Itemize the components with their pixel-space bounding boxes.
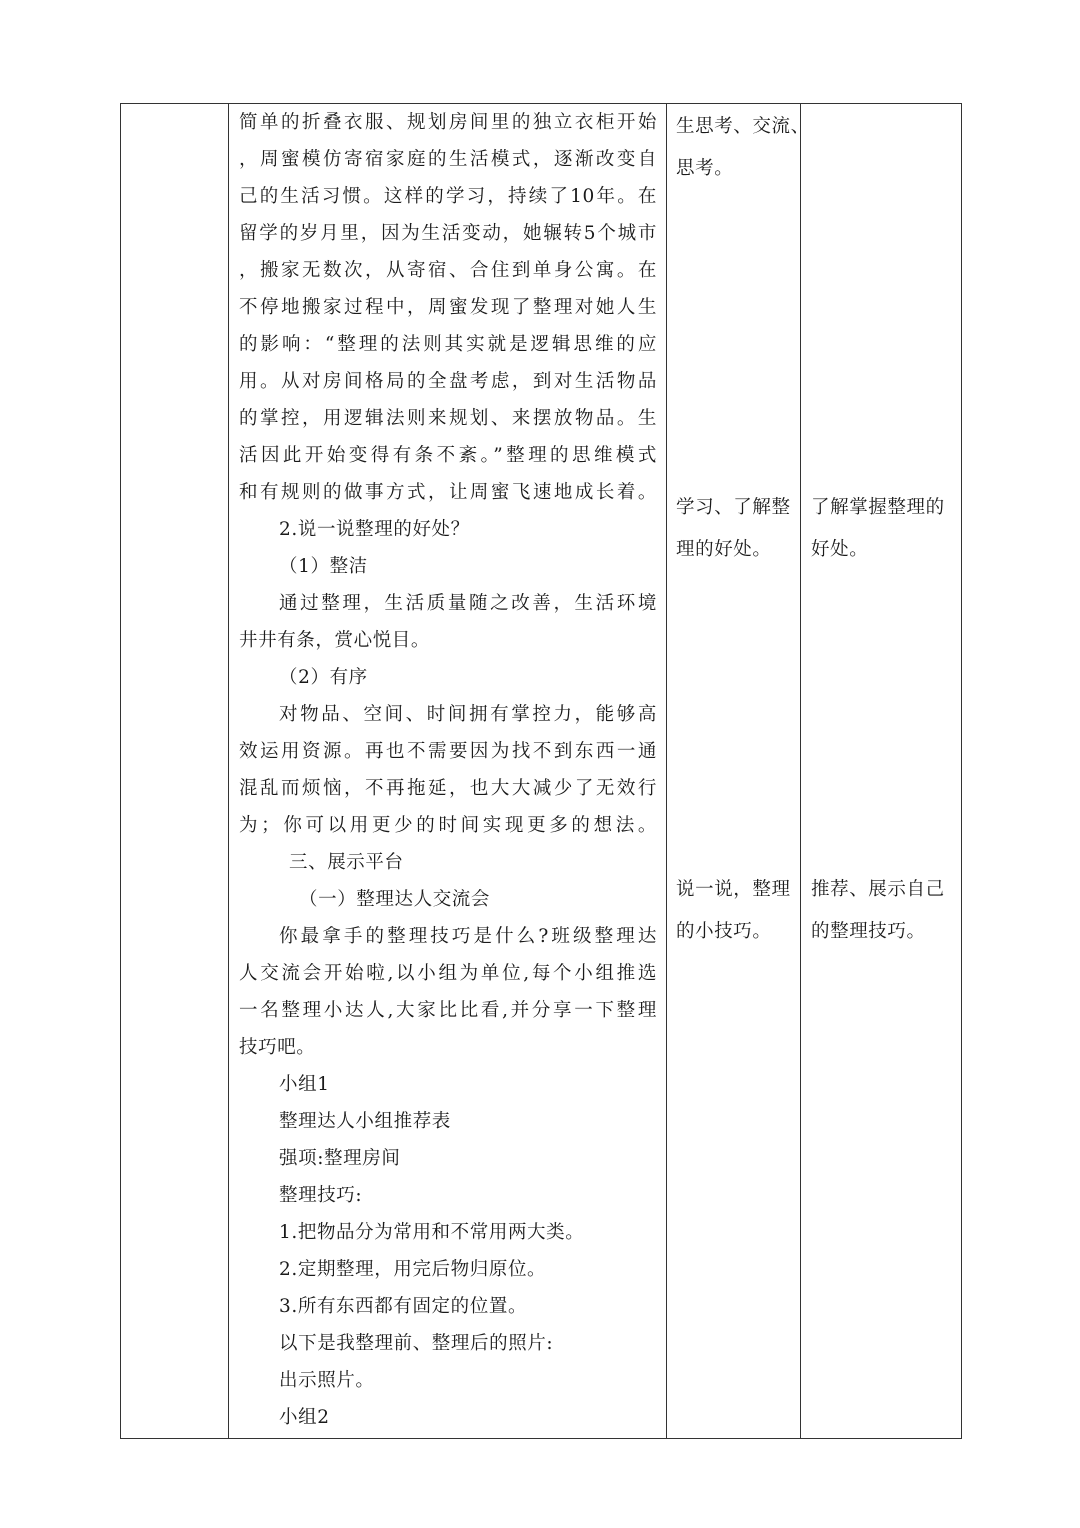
text-line: 混乱而烦恼，不再拖延，也大大减少了无效行 [239, 778, 657, 799]
text-line: 生思考、交流、 [676, 116, 810, 137]
text-line: 人交流会开始啦,以小组为单位,每个小组推选 [239, 963, 657, 984]
text-line: 理的好处。 [676, 539, 772, 560]
text-line: 对物品、空间、时间拥有掌控力，能够高 [279, 704, 657, 725]
question-heading: 2.说一说整理的好处？ [279, 519, 470, 540]
design-intent-block [811, 487, 945, 571]
text-line: 出示照片。 [279, 1370, 375, 1391]
text-line: 整理技巧: [279, 1185, 363, 1206]
text-line: 井井有条，赏心悦目。 [239, 630, 431, 651]
column-divider [666, 104, 667, 1438]
text-line: 推荐、展示自己 [811, 879, 945, 900]
lesson-table [120, 103, 962, 1439]
text-line: 说一说，整理 [676, 879, 791, 900]
text-line: 为；你可以用更少的时间实现更多的想法。 [239, 815, 657, 836]
student-activity-block [676, 106, 810, 190]
text-line: 简单的折叠衣服、规划房间里的独立衣柜开始 [239, 112, 657, 133]
text-line: 的掌控，用逻辑法则来规划、来摆放物品。生 [239, 408, 657, 429]
text-line: 强项:整理房间 [279, 1148, 401, 1169]
text-line: 留学的岁月里，因为生活变动，她辗转5个城市 [239, 223, 657, 244]
column-divider [228, 104, 229, 1438]
text-line: 好处。 [811, 539, 869, 560]
text-line: 的整理技巧。 [811, 921, 926, 942]
group-label: 小组1 [279, 1074, 330, 1095]
text-line: 以下是我整理前、整理后的照片: [279, 1333, 554, 1354]
tip-item: 1.把物品分为常用和不常用两大类。 [279, 1222, 585, 1243]
text-line: ，周蜜模仿寄宿家庭的生活模式，逐渐改变自 [239, 149, 657, 170]
tip-item: 3.所有东西都有固定的位置。 [279, 1296, 528, 1317]
text-line: 的小技巧。 [676, 921, 772, 942]
tip-item: 2.定期整理，用完后物归原位。 [279, 1259, 547, 1280]
teaching-content-column [239, 104, 657, 1436]
section-heading: 三、展示平台 [289, 852, 404, 873]
text-line: 技巧吧。 [239, 1037, 316, 1058]
column-divider [800, 104, 801, 1438]
text-line: 的影响：“整理的法则其实就是逻辑思维的应 [239, 334, 657, 355]
text-line: 学习、了解整 [676, 497, 791, 518]
text-line: 你最拿手的整理技巧是什么?班级整理达 [279, 926, 657, 947]
text-line: 思考。 [676, 158, 734, 179]
text-line: 用。从对房间格局的全盘考虑，到对生活物品 [239, 371, 657, 392]
text-line: 和有规则的做事方式，让周蜜飞速地成长着。 [239, 482, 657, 503]
subsection-heading: （一）整理达人交流会 [299, 889, 491, 910]
text-line: 一名整理小达人,大家比比看,并分享一下整理 [239, 1000, 657, 1021]
text-line: 整理达人小组推荐表 [279, 1111, 451, 1132]
group-label: 小组2 [279, 1407, 330, 1428]
text-line: 了解掌握整理的 [811, 497, 945, 518]
subheading-tidy: （1）整洁 [279, 556, 368, 577]
student-activity-block [676, 869, 791, 953]
text-line: 不停地搬家过程中，周蜜发现了整理对她人生 [239, 297, 657, 318]
text-line: 效运用资源。再也不需要因为找不到东西一通 [239, 741, 657, 762]
text-line: 己的生活习惯。这样的学习，持续了10年。在 [239, 186, 657, 207]
design-intent-block [811, 869, 945, 953]
text-line: ，搬家无数次，从寄宿、合住到单身公寓。在 [239, 260, 657, 281]
subheading-order: （2）有序 [279, 667, 368, 688]
student-activity-block [676, 487, 791, 571]
text-line: 通过整理，生活质量随之改善，生活环境 [279, 593, 657, 614]
text-line: 活因此开始变得有条不紊。”整理的思维模式 [239, 445, 657, 466]
